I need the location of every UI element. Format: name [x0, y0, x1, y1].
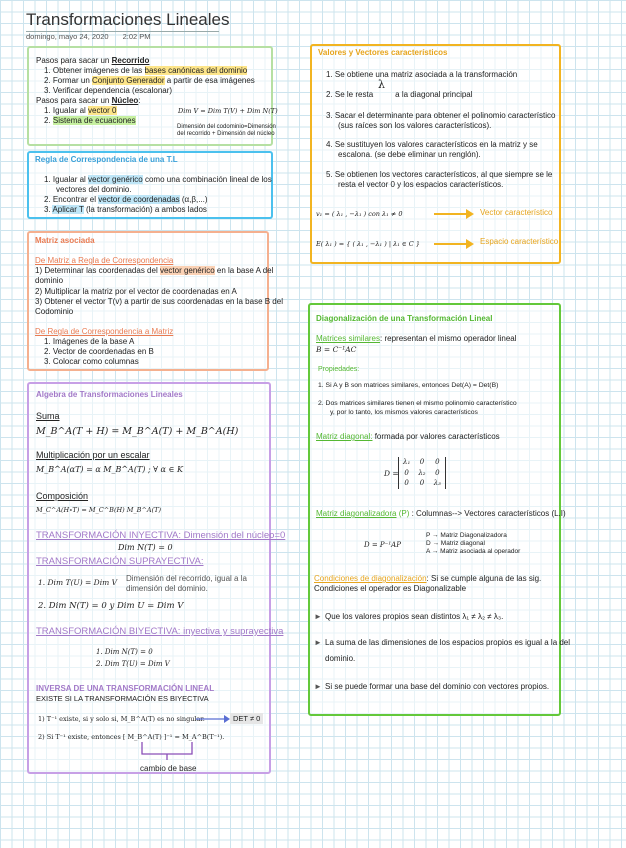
suma-label: Suma [36, 411, 60, 421]
legend-p: P → Matriz Diagonalizadora [426, 532, 507, 539]
valores-step-2: 2. Se le resta a la diagonal principal [326, 90, 473, 99]
matriz-line-3: 3) Obtener el vector T(v) a partir de sus coordenadas en la base B del [35, 297, 283, 306]
propiedad-1: 1. Si A y B son matrices similares, entonces Det(A) = Det(B) [318, 382, 499, 389]
cambio-base-bracket [140, 742, 195, 760]
regla-step-3: 3. Aplicar T (la transformación) a ambos lados [44, 205, 207, 214]
valores-step-5b: resta el vector 0 y los espacios característicos. [338, 180, 504, 189]
inyectiva-formula: Dim N(T) = 0 [118, 543, 173, 552]
nucleo-step-2: 2. Sistema de ecuaciones [44, 116, 136, 125]
legend-a: A → Matriz asociada al operador [426, 548, 521, 555]
condicion-3: Si se puede formar una base del dominio con vectores propios. [325, 682, 550, 691]
nucleo-intro: Pasos para sacar un Núcleo: [36, 96, 141, 105]
dimension-formula: Dim V = Dim T(V) + Dim N(T) [178, 107, 278, 115]
valores-step-3a: 3. Sacar el determinante para obtener el polinomio característico [326, 111, 556, 120]
recorrido-intro: Pasos para sacar un Recorrido [36, 56, 150, 65]
suprayectiva-label: TRANSFORMACIÓN SUPRAYECTIVA: [36, 556, 204, 567]
matrix-cell: λ₁ [403, 458, 411, 466]
diagonalizadora-line: Matriz diagonalizadora (P) : Columnas--> Vectores característicos (L.I) [316, 509, 566, 518]
suma-formula: M_B^A(T + H) = M_B^A(T) + M_B^A(H) [36, 426, 239, 437]
matrix-cell: 0 [435, 458, 440, 466]
dimension-note-1: Dimensión del codominio=Dimensión [177, 124, 276, 130]
bullet-icon: ► [314, 638, 322, 647]
vector-formula: v₁ = ( λ₁ , −λ₁ ) con λ₁ ≠ 0 [316, 210, 403, 218]
inversa-title: INVERSA DE UNA TRANSFORMACIÓN LINEAL [36, 684, 215, 693]
matriz-subtitle-1: De Matriz a Regla de Correspondencia [35, 256, 174, 265]
bullet-icon: ► [314, 682, 322, 691]
regla-step-1-cont: vectores del dominio. [56, 185, 132, 194]
recorrido-step-2: 2. Formar un Conjunto Generador a partir de esa imágenes [44, 76, 255, 85]
biyectiva-cond-1: 1. Dim N(T) = 0 [96, 648, 153, 656]
recorrido-step-3: 3. Verificar dependencia (escalonar) [44, 86, 173, 95]
matrix-cell: λ₃ [433, 479, 441, 487]
matriz-diagonal-line: Matriz diagonal: formada por valores característicos [316, 432, 500, 441]
propiedad-2a: 2. Dos matrices similares tienen el mismo polinomio característico [318, 400, 517, 407]
diagonal-matrix [398, 457, 446, 489]
condicion-1: Que los valores propios sean distintos λ₁ ≠ λ₂ ≠ λ₃. [325, 612, 504, 621]
vector-arrow [434, 208, 474, 220]
condicion-2b: dominio. [325, 654, 356, 663]
dimension-note-2: del recorrido + Dimensión del núcleo [177, 131, 275, 137]
matriz-step-1: 1. Imágenes de la base A [44, 337, 135, 346]
d-label: D = [384, 469, 399, 478]
vector-label: Vector característico [480, 208, 553, 217]
page-date: domingo, mayo 24, 2020 2:02 PM [26, 32, 151, 41]
matrix-cell: 0 [419, 479, 425, 487]
nucleo-step-1: 1. Igualar al vector 0 [44, 106, 117, 115]
inversa-rule-1: 1) T⁻¹ existe, si y solo si, M_B^A(T) es no singular. [38, 715, 205, 723]
matriz-line-1: 1) Determinar las coordenadas del vector genérico en la base A del [35, 266, 274, 275]
valores-step-4b: escalona. (se debe eliminar un renglón). [338, 150, 481, 159]
valores-title: Valores y Vectores característicos [318, 48, 448, 57]
inversa-rule-2: 2) Si T⁻¹ existe, entonces [ M_B^A(T) ]⁻¹ = M_A^B(T⁻¹). [38, 733, 225, 741]
valores-step-5a: 5. Se obtienen los vectores característicos, al que siempre se le [326, 170, 553, 179]
espacio-formula: E( λ₁ ) = { ( λ₁ , −λ₁ ) | λ₁ ∈ C } [316, 240, 420, 248]
valores-step-4a: 4. Se sustituyen los valores característicos en la matriz y se [326, 140, 538, 149]
matrix-cell: 0 [404, 468, 409, 477]
algebra-title: Algebra de Transformaciones Lineales [36, 390, 183, 399]
lambda-symbol: λ [378, 78, 385, 91]
suprayectiva-cond-1: 1. Dim T(U) = Dim V [38, 578, 117, 587]
recorrido-step-1: 1. Obtener imágenes de las bases canónicas del dominio [44, 66, 248, 75]
comp-label: Composición [36, 491, 89, 501]
condiciones-line: Condiciones de diagonalización: Si se cumple alguna de las sig. [314, 574, 542, 583]
espacio-arrow [434, 238, 474, 250]
det-arrow [196, 713, 230, 725]
matrix-cell: 0 [404, 479, 409, 487]
matriz-line-3b: Codominio [35, 307, 74, 316]
biyectiva-label: TRANSFORMACIÓN BIYECTIVA: inyectiva y suprayectiva [36, 626, 284, 637]
condiciones-line-2: Condiciones el operador es Diagonalizable [314, 584, 467, 593]
cambio-base-label: cambio de base [140, 764, 197, 773]
similares-formula: B = C⁻¹AC [316, 345, 357, 354]
regla-title: Regla de Correspondencia de una T.L [35, 155, 178, 164]
suprayectiva-note-2: dimensión del dominio. [126, 584, 208, 593]
inyectiva-label: TRANSFORMACIÓN INYECTIVA: Dimensión del núcleo=0 [36, 530, 286, 541]
matrix-cell: 0 [419, 458, 425, 466]
matrix-cell: 0 [435, 468, 440, 477]
legend-d: D → Matriz diagonal [426, 540, 485, 547]
regla-step-1: 1. Igualar al vector genérico como una combinación lineal de los [44, 175, 272, 184]
page-title: Transformaciones Lineales [26, 10, 230, 29]
bullet-icon: ► [314, 612, 322, 621]
matriz-line-1b: dominio [35, 276, 64, 285]
similares-line: Matrices similares: representan el mismo operador lineal [316, 334, 517, 343]
mult-formula: M_B^A(αT) = α M_B^A(T) ; ∀ α ∈ K [36, 465, 183, 474]
valores-step-1: 1. Se obtiene una matriz asociada a la transformación [326, 70, 518, 79]
matriz-subtitle-2: De Regla de Correspondencia a Matriz [35, 327, 174, 336]
matriz-step-2: 2. Vector de coordenadas en B [44, 347, 154, 356]
mult-label: Multiplicación por un escalar [36, 450, 150, 460]
matriz-title: Matriz asociada [35, 236, 95, 245]
det-note: DET ≠ 0 [230, 713, 263, 724]
dp-formula: D = P⁻¹AP [364, 541, 401, 549]
condicion-2a: La suma de las dimensiones de los espacios propios es igual a la del [325, 638, 571, 647]
propiedades-label: Propiedades: [318, 366, 360, 373]
valores-step-3b: (sus raíces son los valores característicos). [338, 121, 492, 130]
regla-step-2: 2. Encontrar el vector de coordenadas (α,β,...) [44, 195, 208, 204]
matrix-cell: λ₂ [418, 468, 426, 477]
diag-title: Diagonalización de una Transformación Lineal [316, 314, 493, 323]
biyectiva-cond-2: 2. Dim T(U) = Dim V [96, 660, 170, 668]
matriz-step-3: 3. Colocar como columnas [44, 357, 139, 366]
suprayectiva-cond-2: 2. Dim N(T) = 0 y Dim U = Dim V [38, 601, 184, 611]
inversa-subtitle: EXISTE SI LA TRANSFORMACIÓN ES BIYECTIVA [36, 694, 209, 703]
propiedad-2b: y, por lo tanto, los mismos valores característicos [330, 409, 478, 416]
comp-formula: M_C^A(H∘T) = M_C^B(H) M_B^A(T) [36, 506, 161, 514]
espacio-label: Espacio característico [480, 237, 559, 246]
matriz-line-2: 2) Multiplicar la matriz por el vector de coordenadas en A [35, 287, 237, 296]
suprayectiva-note-1: Dimensión del recorrido, igual a la [126, 574, 247, 583]
